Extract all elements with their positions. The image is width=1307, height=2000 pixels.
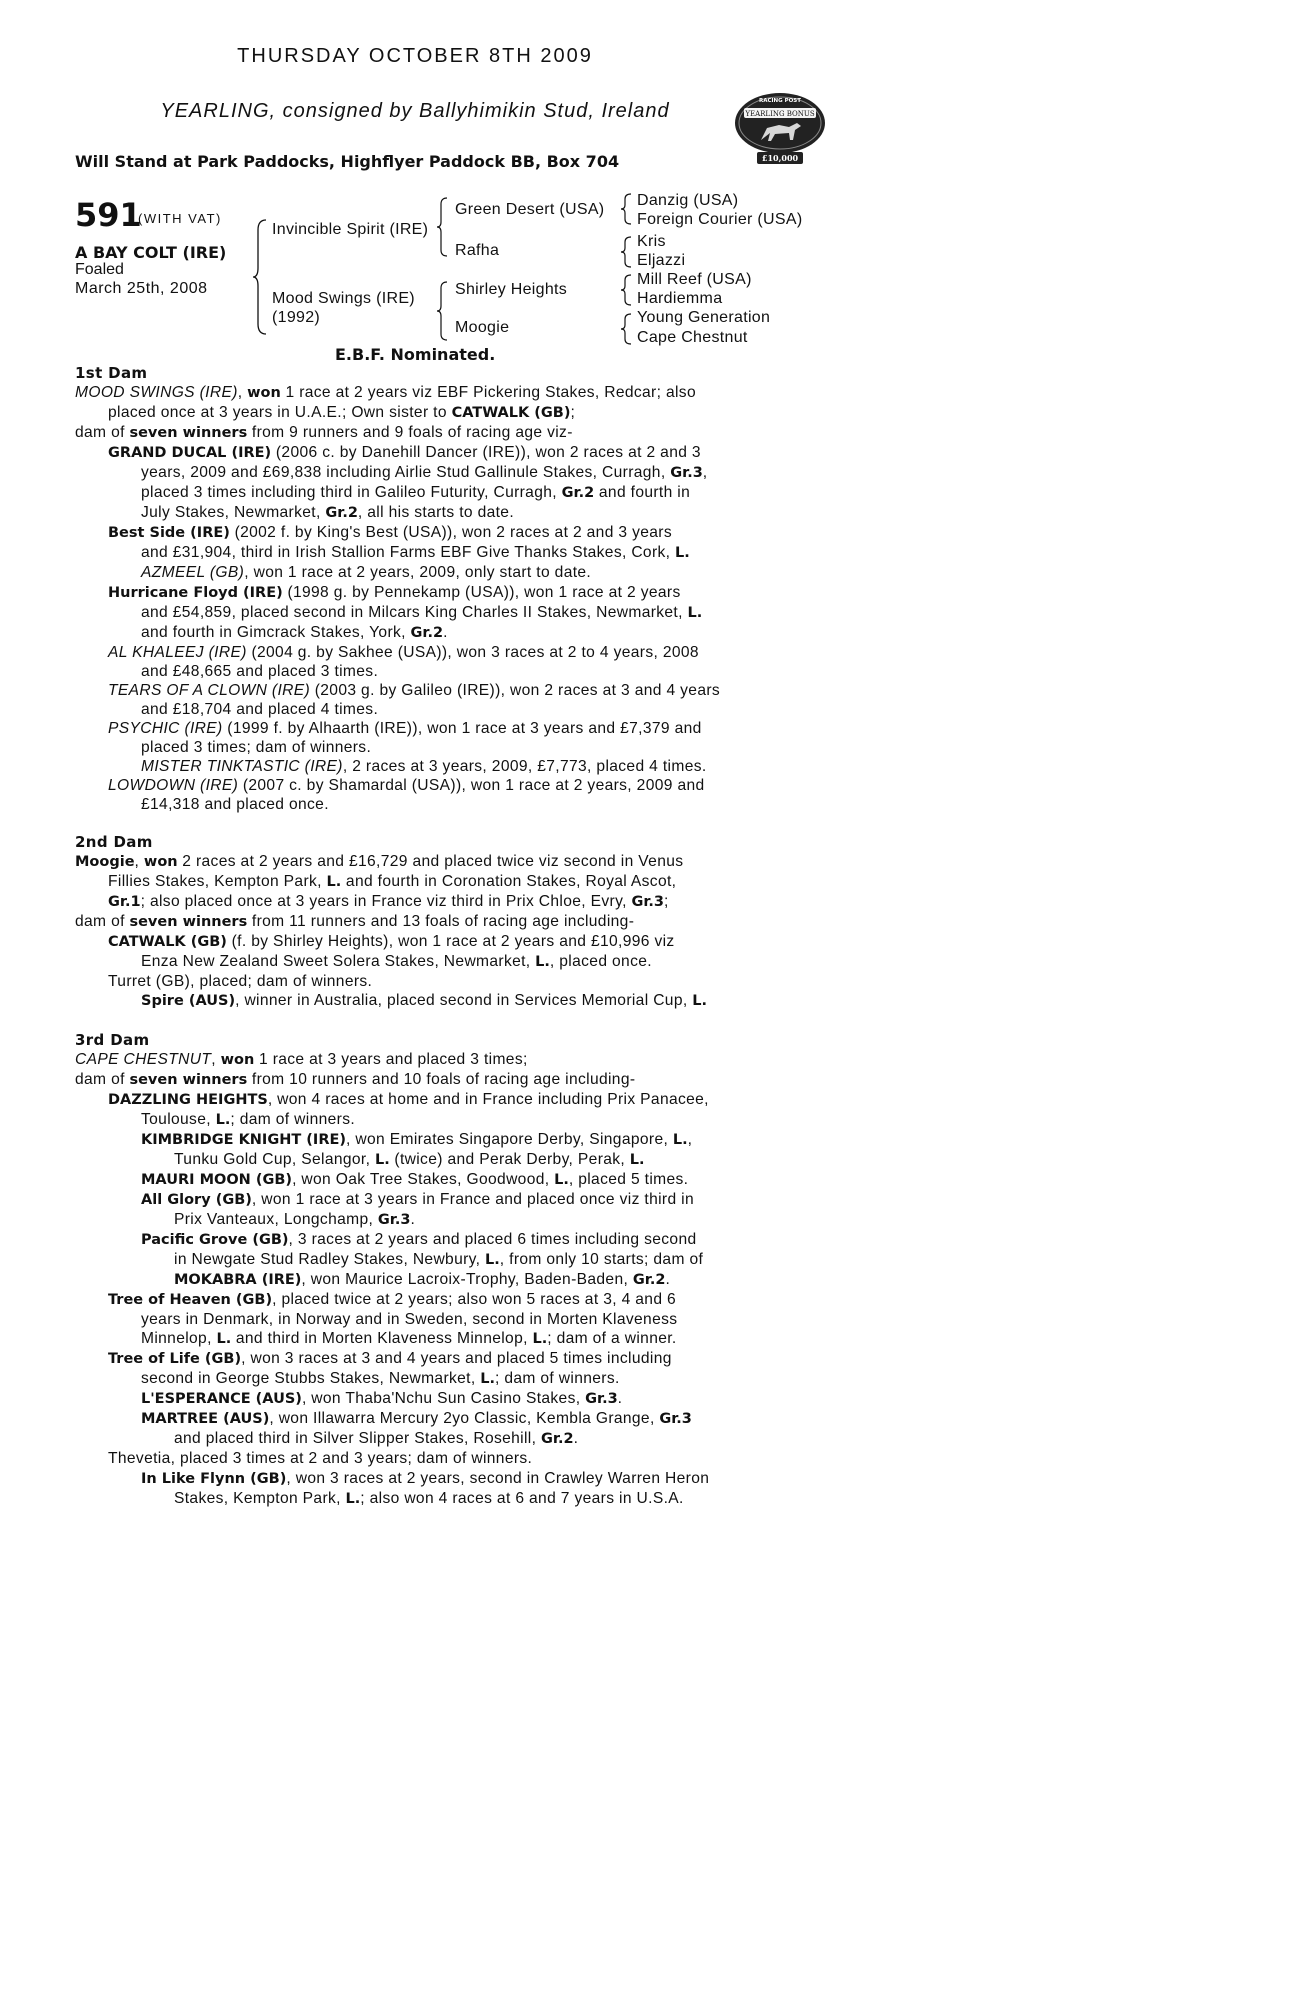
text-run: July Stakes, Newmarket, [141,504,326,522]
text-run: ; dam of winners. [494,1370,620,1388]
text-run: ; also placed once at 3 years in France viz third in Prix Chloe, Evry, [140,893,632,911]
text-run: and £54,859, placed second in Milcars King Charles II Stakes, Newmarket, [141,603,688,621]
italic-run: MOOD SWINGS (IRE) [75,384,238,402]
text-run: years in Denmark, in Norway and in Sweden, second in Morten Klaveness [141,1311,678,1329]
text-run: placed 3 times; dam of winners. [141,738,372,756]
pedigree-brace-g3-2 [620,235,632,273]
bold-run: L. [672,1131,688,1148]
record-line [75,991,775,1011]
text-run: from 9 runners and 9 foals of racing age viz- [247,424,573,442]
record-line [75,738,775,757]
text-run: , [237,384,248,402]
record-line [75,1090,775,1110]
pedigree-brace-g3-1 [620,192,632,230]
record-line [75,972,775,991]
badge-middle-text: YEARLING BONUS [745,110,815,118]
text-run: £14,318 and placed once. [141,796,329,814]
record-line [75,643,775,662]
record-line [75,423,775,443]
bold-run: CATWALK (GB) [451,405,571,422]
record-line [75,952,775,972]
pedigree-dam-year: (1992) [272,309,321,326]
record-line [75,700,775,719]
bold-run: Gr.2 [632,1272,666,1289]
italic-run: AL KHALEEJ (IRE) [108,643,247,661]
text-run: and £48,665 and placed 3 times. [141,662,379,680]
text-run: (2003 g. by Galileo (IRE)), won 2 races at 3 and 4 years [310,681,721,699]
pedigree-g3-8: Cape Chestnut [637,329,748,346]
italic-run: CAPE CHESTNUT [75,1050,212,1068]
record-line [75,1230,775,1250]
text-run: , [211,1050,221,1068]
record-line [75,463,775,483]
record-line [75,757,775,776]
text-run: Turret (GB), placed; dam of winners. [108,973,373,991]
pedigree-sire: Invincible Spirit (IRE) [272,221,429,238]
text-run: , won Maurice Lacroix-Trophy, Baden-Baden, [301,1271,633,1289]
bold-run: seven winners [129,425,248,442]
record-line [75,443,775,463]
bold-run: L. [485,1252,500,1269]
bold-run: Gr.3 [377,1211,411,1228]
pedigree-dam-sire: Shirley Heights [455,281,568,298]
text-run: dam of [75,1070,130,1088]
bold-run: KIMBRIDGE KNIGHT (IRE) [141,1131,347,1148]
bold-run: L. [554,1171,569,1188]
pedigree-dam-dam: Moogie [455,319,510,336]
text-run: . [573,1430,579,1448]
text-run: , won 3 races at 2 years, second in Crawley Warren Heron [286,1469,710,1487]
italic-run: MISTER TINKTASTIC (IRE) [141,757,343,775]
record-line [75,1110,775,1130]
text-run: (1999 f. by Alhaarth (IRE)), won 1 race at 3 years and £7,379 and [222,719,702,737]
pedigree-sire-dam: Rafha [455,242,500,259]
bold-run: All Glory (GB) [141,1191,252,1208]
pedigree-g3-3: Kris [637,233,666,250]
pedigree-brace-g3-4 [620,312,632,350]
produce-record [75,364,775,1509]
text-run: from 10 runners and 10 foals of racing age including- [247,1070,636,1088]
text-run: , placed once. [549,953,652,971]
bold-run: L. [629,1151,645,1168]
record-line [75,523,775,543]
text-run: , won 1 race at 2 years, 2009, only start to date. [244,564,592,582]
text-run: and £31,904, third in Irish Stallion Farms EBF Give Thanks Stakes, Cork, [141,544,676,562]
bold-run: Gr.2 [410,624,444,641]
section-heading: 1st Dam [75,364,148,382]
bold-run: L. [216,1331,232,1348]
record-line [75,483,775,503]
pedigree-brace-main [252,218,268,340]
text-run: . [410,1210,416,1228]
bold-run: L. [480,1371,495,1388]
text-run: , [134,853,144,871]
record-line [75,1050,775,1070]
record-line [75,543,775,563]
text-run: . [617,1390,623,1408]
text-run: , [687,1130,693,1148]
pedigree-brace-g3-3 [620,273,632,311]
bold-run: L. [675,545,690,562]
bold-run: Gr.3 [670,465,703,482]
bold-run: Best Side (IRE) [108,525,230,542]
bold-run: Gr.3 [585,1391,618,1408]
record-line [75,1310,775,1329]
pedigree-g3-5: Mill Reef (USA) [637,271,752,288]
bold-run: Tree of Heaven (GB) [108,1292,273,1309]
record-line [75,1349,775,1369]
text-run: . [665,1271,671,1289]
text-run: Prix Vanteaux, Longchamp, [174,1210,378,1228]
text-run: and £18,704 and placed 4 times. [141,700,379,718]
text-run: Stakes, Kempton Park, [174,1489,346,1507]
record-line [75,872,775,892]
bold-run: Pacific Grove (GB) [141,1231,289,1248]
record-line [75,383,775,403]
text-run: and third in Morten Klaveness Minnelop, [231,1330,533,1348]
bold-run: L. [532,1331,548,1348]
lot-number: 591 [75,196,142,234]
text-run: years, 2009 and £69,838 including Airlie Stud Gallinule Stakes, Curragh, [141,464,671,482]
text-run: (f. by Shirley Heights), won 1 race at 2 years and £10,996 viz [226,933,675,951]
record-line [75,776,775,795]
bold-run: Gr.3 [659,1411,692,1428]
record-line [75,603,775,623]
bold-run: won [220,1051,255,1068]
text-run: (1998 g. by Pennekamp (USA)), won 1 race at 2 years [282,583,681,601]
bold-run: MARTREE (AUS) [141,1411,270,1428]
bold-run: L. [326,874,342,891]
record-line [75,932,775,952]
text-run: from 11 runners and 13 foals of racing age including- [247,913,635,931]
text-run: 2 races at 2 years and £16,729 and placed twice viz second in Venus [177,853,684,871]
pedigree-g3-6: Hardiemma [637,290,723,307]
text-run: , won Oak Tree Stakes, Goodwood, [292,1170,555,1188]
italic-run: PSYCHIC (IRE) [108,719,223,737]
pedigree-brace-dam [436,280,448,346]
bold-run: MOKABRA (IRE) [174,1272,302,1289]
text-run: , [702,464,708,482]
text-run: Toulouse, [141,1110,216,1128]
pedigree-g3-7: Young Generation [637,309,771,326]
badge-bottom-text: £10,000 [761,153,799,163]
bold-run: Gr.1 [108,894,141,911]
text-run: , from only 10 starts; dam of [499,1251,704,1269]
text-run: and fourth in [594,484,691,502]
text-run: , won 4 races at home and in France including Prix Panacee, [267,1090,709,1108]
record-line [75,719,775,738]
text-run: , won 1 race at 3 years in France and placed once viz third in [251,1190,694,1208]
record-line [75,1290,775,1310]
record-line [75,795,775,814]
bold-run: won [143,854,178,871]
text-run: placed once at 3 years in U.A.E.; Own sister to [108,404,452,422]
record-line [75,1469,775,1489]
text-run: 1 race at 2 years viz EBF Pickering Stakes, Redcar; also [280,384,696,402]
record-line [75,1250,775,1270]
record-line [75,1369,775,1389]
italic-run: TEARS OF A CLOWN (IRE) [108,681,311,699]
text-run: dam of [75,913,130,931]
bold-run: seven winners [129,1071,248,1088]
text-run: , winner in Australia, placed second in Services Memorial Cup, [235,992,693,1010]
bold-run: Gr.2 [541,1431,574,1448]
ebf-nomination: E.B.F. Nominated. [335,345,496,364]
text-run: Enza New Zealand Sweet Solera Stakes, Newmarket, [141,953,536,971]
record-line [75,912,775,932]
record-line [75,1130,775,1150]
section-heading: 3rd Dam [75,1030,150,1049]
text-run: and fourth in Coronation Stakes, Royal Ascot, [341,873,677,891]
text-run: second in George Stubbs Stakes, Newmarket, [141,1370,481,1388]
lot-name: A BAY COLT (IRE) [75,243,227,262]
stand-location: Will Stand at Park Paddocks, Highflyer Paddock BB, Box 704 [75,152,620,171]
bold-run: L. [215,1111,231,1128]
record-line [75,892,775,912]
record-line [75,563,775,582]
sale-date: THURSDAY OCTOBER 8TH 2009 [237,45,593,67]
record-line [75,662,775,681]
record-line [75,1449,775,1468]
badge-top-text: RACING POST [758,98,802,104]
text-run: , placed twice at 2 years; also won 5 races at 3, 4 and 6 [272,1291,677,1309]
text-run: , 3 races at 2 years and placed 6 times including second [288,1230,697,1248]
text-run: ; dam of winners. [230,1110,356,1128]
record-line [75,1409,775,1429]
vat-note: (WITH VAT) [138,211,222,226]
text-run: , 2 races at 3 years, 2009, £7,773, placed 4 times. [342,757,707,775]
text-run: (2006 c. by Danehill Dancer (IRE)), won 2 races at 2 and 3 [271,444,701,462]
section-gap [75,1012,775,1031]
bold-run: Hurricane Floyd (IRE) [108,584,283,601]
yearling-bonus-badge-icon [727,90,833,168]
record-line [75,1070,775,1090]
bold-run: GRAND DUCAL (IRE) [108,445,272,462]
pedigree-brace-sire [436,196,448,262]
bold-run: L. [535,954,550,971]
pedigree-g3-4: Eljazzi [637,252,686,269]
bold-run: CATWALK (GB) [108,934,227,951]
record-line [75,1389,775,1409]
text-run: , placed 5 times. [568,1170,689,1188]
bold-run: L. [692,993,707,1010]
bold-run: Gr.2 [325,505,358,522]
text-run: Minnelop, [141,1330,217,1348]
section-gap [75,814,775,833]
foaled-label: Foaled [75,261,124,278]
bold-run: Spire (AUS) [141,993,236,1010]
bold-run: L. [687,604,703,621]
italic-run: LOWDOWN (IRE) [108,776,239,794]
record-line [75,1150,775,1170]
text-run: , all his starts to date. [357,504,515,522]
pedigree-sire-sire: Green Desert (USA) [455,201,605,218]
record-line [75,1429,775,1449]
foaled-date: March 25th, 2008 [75,280,208,297]
record-line [75,623,775,643]
record-line [75,1489,775,1509]
record-line [75,1270,775,1290]
bold-run: Gr.2 [561,485,595,502]
text-run: ; [570,404,576,422]
bold-run: seven winners [129,914,248,931]
text-run: and placed third in Silver Slipper Stakes, Rosehill, [174,1430,541,1448]
text-run: Fillies Stakes, Kempton Park, [108,873,327,891]
record-line [75,1210,775,1230]
consignment-line: YEARLING, consigned by Ballyhimikin Stud, Ireland [160,100,670,122]
bold-run: won [247,385,281,402]
bold-run: DAZZLING HEIGHTS [108,1091,268,1108]
italic-run: AZMEEL (GB) [141,564,245,582]
bold-run: L. [345,1490,361,1507]
record-line [75,503,775,523]
bold-run: Tree of Life (GB) [108,1351,242,1368]
text-run: ; [664,893,669,911]
record-line [75,583,775,603]
text-run: (2007 c. by Shamardal (USA)), won 1 race at 2 years, 2009 and [238,776,705,794]
text-run: and fourth in Gimcrack Stakes, York, [141,623,411,641]
text-run: , won 3 races at 3 and 4 years and placed 5 times including [241,1350,672,1368]
pedigree-dam: Mood Swings (IRE) [272,290,415,307]
section-heading: 2nd Dam [75,833,153,852]
text-run: placed 3 times including third in Galileo Futurity, Curragh, [141,484,562,502]
text-run: ; also won 4 races at 6 and 7 years in U.S.A. [360,1489,684,1507]
text-run: ; dam of a winner. [547,1330,677,1348]
text-run: (2004 g. by Sakhee (USA)), won 3 races at 2 to 4 years, 2008 [246,643,699,661]
bold-run: L'ESPERANCE (AUS) [141,1391,302,1408]
record-line [75,1190,775,1210]
bold-run: MAURI MOON (GB) [141,1171,293,1188]
record-line [75,681,775,700]
bold-run: In Like Flynn (GB) [141,1470,287,1487]
record-line [75,852,775,872]
text-run: , won Illawarra Mercury 2yo Classic, Kembla Grange, [269,1410,660,1428]
record-line [75,1329,775,1349]
record-line [75,403,775,423]
bold-run: Gr.3 [631,894,665,911]
pedigree-g3-2: Foreign Courier (USA) [637,211,803,228]
pedigree-g3-1: Danzig (USA) [637,192,739,209]
text-run: (twice) and Perak Derby, Perak, [389,1150,630,1168]
text-run: (2002 f. by King's Best (USA)), won 2 races at 2 and 3 years [229,524,672,542]
text-run: . [443,623,448,641]
text-run: dam of [75,424,130,442]
text-run: , won Emirates Singapore Derby, Singapore, [346,1130,673,1148]
bold-run: Moogie [75,854,135,871]
bold-run: L. [374,1151,390,1168]
text-run: 1 race at 3 years and placed 3 times; [254,1050,528,1068]
text-run: , won Thaba'Nchu Sun Casino Stakes, [301,1390,586,1408]
record-line [75,1170,775,1190]
text-run: in Newgate Stud Radley Stakes, Newbury, [174,1251,486,1269]
text-run: Thevetia, placed 3 times at 2 and 3 years; dam of winners. [108,1450,533,1468]
text-run: Tunku Gold Cup, Selangor, [174,1150,375,1168]
